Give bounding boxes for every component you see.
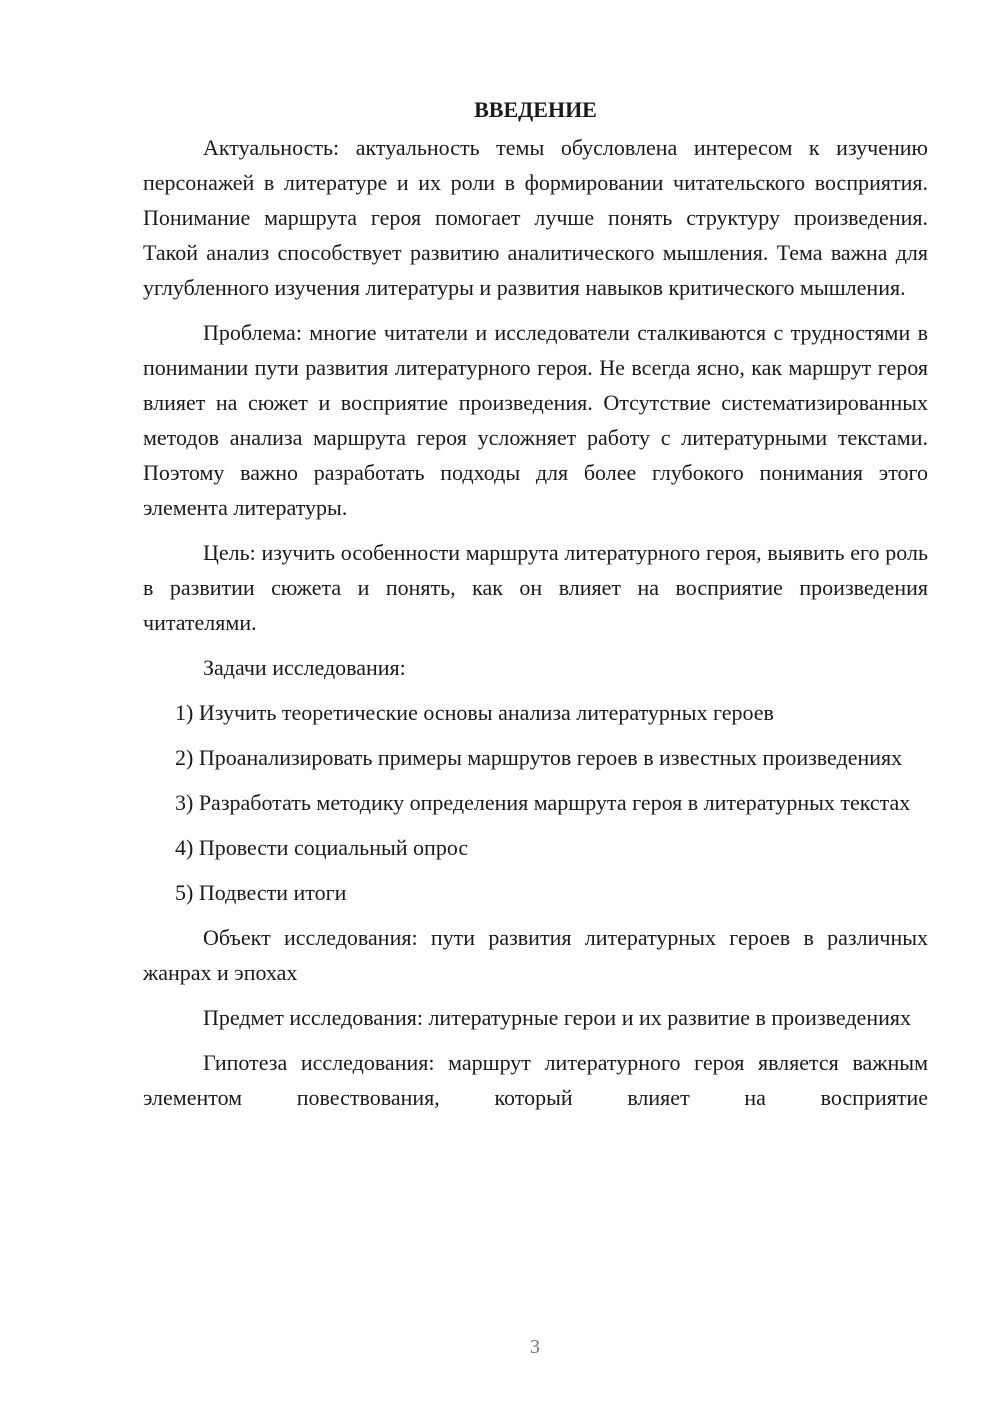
section-title: ВВЕДЕНИЕ xyxy=(474,97,597,122)
task-item-1: 1) Изучить теоретические основы анализа литературных героев xyxy=(175,700,774,725)
subject-paragraph: Предмет исследования: литературные герои и их развитие в произведениях xyxy=(203,1005,911,1030)
goal-paragraph: Цель: изучить особенности маршрута литературного героя, выявить его роль в развитии сюжета и понять, как он влияет на восприятие произведения читателями. xyxy=(143,540,928,635)
task-item-3: 3) Разработать методику определения маршрута героя в литературных текстах xyxy=(175,790,911,815)
page-number: 3 xyxy=(530,1336,540,1358)
page-content xyxy=(143,92,928,1115)
task-item-4: 4) Провести социальный опрос xyxy=(175,835,469,860)
hypothesis-paragraph: Гипотеза исследования: маршрут литературного героя является важным элементом повествования, который влияет на восприятие xyxy=(143,1050,928,1110)
tasks-heading: Задачи исследования: xyxy=(203,655,406,680)
task-item-2: 2) Проанализировать примеры маршрутов героев в известных произведениях xyxy=(175,745,903,770)
problem-paragraph: Проблема: многие читатели и исследователи сталкиваются с трудностями в понимании пути развития литературного героя. Не всегда ясно, как маршрут героя влияет на сюжет и восприятие произведения. Отсутствие систематизированных методов анализа маршрута героя усложняет работу с литературными текстами. Поэтому важно разработать подходы для более глубокого понимания этого элемента литературы. xyxy=(143,320,928,520)
object-paragraph: Объект исследования: пути развития литературных героев в различных жанрах и эпохах xyxy=(143,925,928,985)
relevance-paragraph: Актуальность: актуальность темы обусловлена интересом к изучению персонажей в литературе и их роли в формировании читательского восприятия. Понимание маршрута героя помогает лучше понять структуру произведения. Такой анализ способствует развитию аналитического мышления. Тема важна для углубленного изучения литературы и развития навыков критического мышления. xyxy=(143,135,928,300)
task-item-5: 5) Подвести итоги xyxy=(175,880,347,905)
